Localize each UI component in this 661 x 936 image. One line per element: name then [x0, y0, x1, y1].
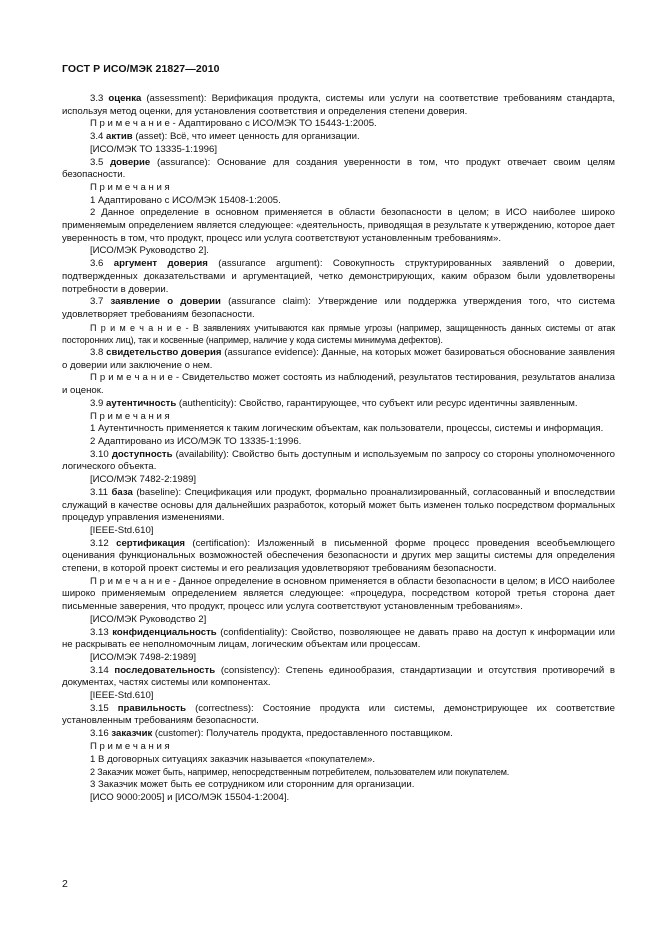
defined-term: правильность	[117, 702, 187, 714]
clause-number: 3.4	[90, 131, 104, 143]
definition-paragraph	[62, 703, 615, 728]
paragraph-text: 2 Данное определение в основном применяется в области безопасности в целом; в ИСО наиболее широко применяемым определением является следующее: «деятельность, приводящая в результате к утверждению, которое дает уверенность в том, что продукт, процесс или услуга соответствуют установленным требованиям».	[62, 207, 615, 244]
paragraph-text: [IEEE-Std.610]	[90, 524, 154, 536]
paragraph-text: (customer): Получатель продукта, предоставленного поставщиком.	[152, 728, 453, 740]
paragraph-text: 2 Адаптировано из ИСО/МЭК ТО 13335-1:1996.	[90, 435, 302, 447]
paragraph-text: (certification): Изложенный в письменной форме процесс проведения всеобъемлющего оценивания функциональных возможностей обеспечения безопасности и других мер защиты системы для определения степени, в которой проект системы и его реализация удовлетворяют требованиям безопасности.	[62, 537, 615, 575]
defined-term: база	[111, 486, 133, 498]
definition-paragraph	[62, 157, 615, 182]
clause-number: 3.11	[90, 486, 108, 498]
paragraph-text: [ИСО/МЭК Руководство 2]	[90, 613, 207, 625]
paragraph-text: [ИСО/МЭК 7482-2:1989]	[90, 474, 197, 486]
defined-term: заказчик	[111, 728, 153, 740]
paragraph-text: (assurance): Основание для создания уверенности в том, что продукт отвечает своим целям безопасности.	[62, 156, 615, 181]
clause-number: 3.6	[90, 258, 104, 270]
defined-term: актив	[106, 131, 133, 143]
definition-paragraph	[62, 398, 615, 411]
paragraph-text: [ИСО/МЭК 7498-2:1989]	[90, 651, 197, 663]
paragraph-text: (assurance argument): Совокупность структурированных заявлений о доверии, подтвержденных доказательствами и аргументацией, четко демонстрирующих, каким образом были удовлетворены потребности в доверии.	[62, 258, 615, 295]
text-paragraph	[62, 436, 615, 449]
definition-paragraph	[62, 627, 615, 652]
definition-paragraph	[62, 665, 615, 690]
text-paragraph	[62, 766, 615, 779]
paragraph-text: - Адаптировано с ИСО/МЭК ТО 15443-1:2005.	[169, 118, 377, 130]
definition-paragraph	[62, 93, 615, 118]
paragraph-text: (baseline): Спецификация или продукт, формально проанализированный, согласованный и впоследствии служащий в качестве основы для дальнейших разработок, который может быть изменен только посредством формальных процедур управления изменениями.	[62, 486, 615, 524]
paragraph-text: 2 Заказчик может быть, например, непосредственным потребителем, пользователем или покупателем.	[90, 767, 510, 778]
note-paragraph	[62, 741, 615, 754]
defined-term: последовательность	[114, 664, 216, 676]
paragraph-text: 3 Заказчик может быть ее сотрудником или сторонним для организации.	[90, 778, 415, 790]
text-paragraph	[62, 754, 615, 767]
defined-term: заявление о доверии	[110, 296, 221, 308]
clause-number: 3.16	[90, 728, 109, 740]
note-paragraph	[62, 411, 615, 424]
definition-paragraph	[62, 296, 615, 321]
paragraph-text: (confidentiality): Свойство, позволяющее не давать право на доступ к информации или не раскрывать ее неполномочным лицам, логическим объектам или процессам.	[62, 626, 615, 651]
note-label: П р и м е ч а н и е	[90, 372, 173, 384]
text-paragraph	[62, 525, 615, 538]
paragraph-text: (asset): Всё, что имеет ценность для организации.	[132, 131, 360, 143]
text-paragraph	[62, 195, 615, 208]
defined-term: аутентичность	[106, 397, 177, 409]
defined-term: свидетельство доверия	[106, 347, 222, 359]
paragraph-text: (consistency): Степень единообразия, стандартизации и отсутствия противоречий в документах, частях системы или компонентах.	[62, 664, 615, 689]
paragraph-text: (correctness): Состояние продукта или системы, демонстрирующее их соответствие установленным требованиям безопасности.	[62, 702, 615, 727]
note-paragraph	[62, 322, 615, 347]
clause-number: 3.13	[90, 626, 109, 638]
paragraph-text: - Свидетельство может состоять из наблюдений, результатов тестирования, результатов анализа и оценок.	[62, 372, 615, 397]
paragraph-text: (assessment): Верификация продукта, системы или услуги на соответствие требованиям стандарта, используя метод оценки, для установления соответствия и определения степени доверия.	[62, 93, 615, 117]
definition-paragraph	[62, 728, 615, 741]
note-paragraph	[62, 182, 615, 195]
paragraph-text: - В заявлениях учитываются как прямые угрозы (например, защищенность данных системы от атак посторонних лиц), так и косвенные (например, наличие у кода системы минимума дефектов).	[62, 322, 615, 346]
definition-paragraph	[62, 538, 615, 576]
clause-number: 3.8	[90, 347, 104, 359]
defined-term: доступность	[111, 448, 173, 460]
clause-number: 3.3	[90, 93, 104, 104]
text-paragraph	[62, 474, 615, 487]
text-paragraph	[62, 423, 615, 436]
document-header: ГОСТ Р ИСО/МЭК 21827—2010	[62, 63, 220, 75]
definition-paragraph	[62, 131, 615, 144]
paragraph-text: (availability): Свойство быть доступным и используемым по запросу со стороны уполномоченного логического объекта.	[62, 448, 615, 473]
text-paragraph	[62, 144, 615, 157]
definition-paragraph	[62, 347, 615, 372]
text-paragraph	[62, 207, 615, 245]
paragraph-text: [ИСО/МЭК Руководство 2].	[90, 245, 209, 257]
clause-number: 3.12	[90, 537, 109, 549]
text-paragraph	[62, 245, 615, 258]
note-label: П р и м е ч а н и я	[90, 181, 170, 193]
defined-term: доверие	[110, 156, 151, 168]
text-paragraph	[62, 792, 615, 805]
defined-term: конфиденциальность	[112, 626, 217, 638]
paragraph-text: (authenticity): Свойство, гарантирующее, что субъект или ресурс идентичны заявленным.	[176, 397, 578, 409]
note-label: П р и м е ч а н и я	[90, 410, 170, 422]
clause-number: 3.14	[90, 664, 109, 676]
page-number: 2	[62, 878, 68, 890]
paragraph-text: 1 В договорных ситуациях заказчик называется «покупателем».	[90, 753, 376, 765]
clause-number: 3.10	[90, 448, 109, 460]
paragraph-text: (assurance claim): Утверждение или поддержка утверждения того, что система удовлетворяет требованиям безопасности.	[62, 296, 615, 320]
note-label: П р и м е ч а н и е	[90, 575, 171, 587]
text-paragraph	[62, 690, 615, 703]
defined-term: оценка	[108, 93, 142, 104]
document-body	[62, 93, 615, 804]
note-label: П р и м е ч а н и е	[90, 118, 170, 130]
text-paragraph	[62, 779, 615, 792]
clause-number: 3.9	[90, 397, 104, 409]
note-paragraph	[62, 576, 615, 614]
note-label: П р и м е ч а н и е	[90, 322, 182, 333]
definition-paragraph	[62, 258, 615, 296]
note-paragraph	[62, 118, 615, 131]
paragraph-text: [ИСО/МЭК ТО 13335-1:1996]	[90, 143, 217, 155]
note-label: П р и м е ч а н и я	[90, 740, 170, 752]
paragraph-text: (assurance evidence): Данные, на которых может базироваться обоснование заявления о доверии или заключение о нем.	[62, 347, 615, 371]
paragraph-text: [ИСО 9000:2005] и [ИСО/МЭК 15504-1:2004].	[90, 791, 290, 803]
paragraph-text: [IEEE-Std.610]	[90, 690, 154, 702]
clause-number: 3.5	[90, 156, 104, 168]
paragraph-text: 1 Аутентичность применяется к таким логическим объектам, как пользователи, процессы, системы и информация.	[90, 423, 604, 435]
definition-paragraph	[62, 487, 615, 525]
note-paragraph	[62, 372, 615, 397]
defined-term: аргумент доверия	[113, 258, 208, 270]
text-paragraph	[62, 614, 615, 627]
clause-number: 3.7	[90, 296, 104, 308]
clause-number: 3.15	[90, 702, 109, 714]
paragraph-text: 1 Адаптировано с ИСО/МЭК 15408-1:2005.	[90, 194, 281, 206]
defined-term: сертификация	[116, 537, 185, 549]
definition-paragraph	[62, 449, 615, 474]
text-paragraph	[62, 652, 615, 665]
paragraph-text: - Данное определение в основном применяется в области безопасности в целом; в ИСО наиболее широко применяемым определением является следующее: «процедура, посредством которой третья сторона дает письменные заверения, что продукт, процесс или услуга соответствуют установленным требованиям».	[62, 575, 615, 613]
